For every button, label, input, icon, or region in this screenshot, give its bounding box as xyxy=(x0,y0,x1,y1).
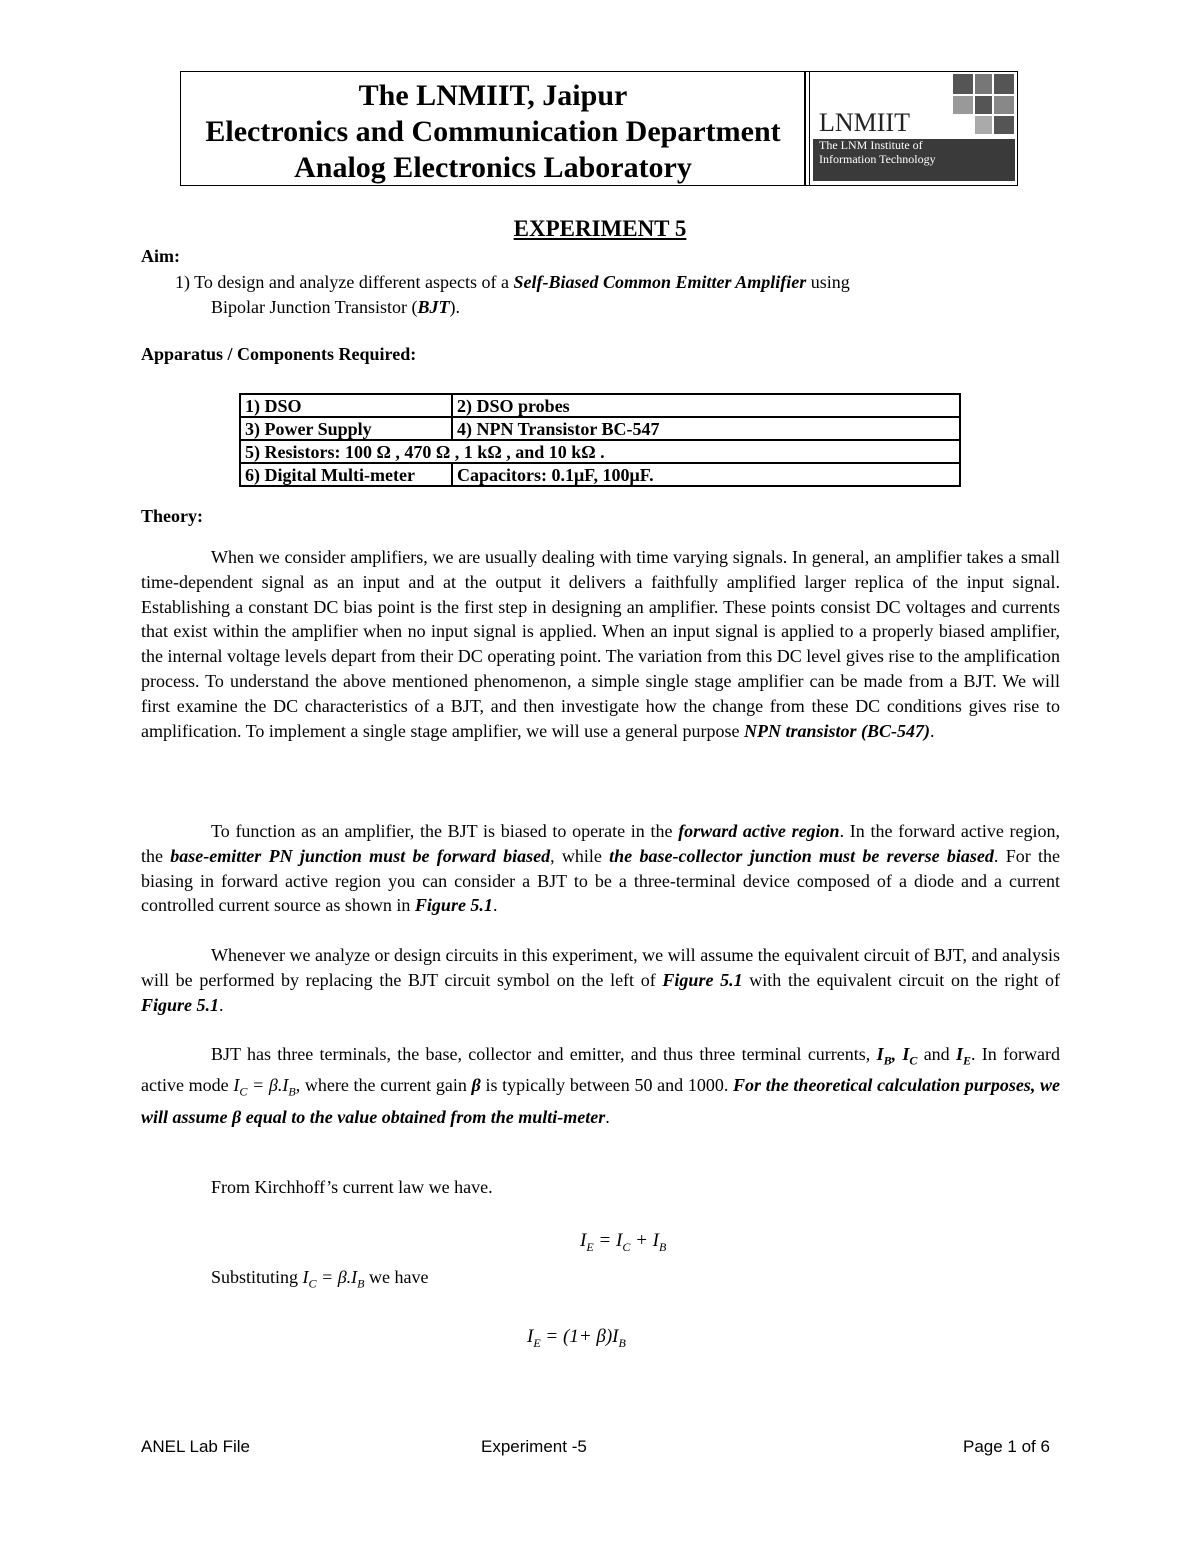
theory-paragraph-4: BJT has three terminals, the base, collector and emitter, and thus three terminal currents, $I_B$, $I_C$ and $I_E$. In forward active mode $I_C = \beta.I_B$, where the current gain β is typically between 50 and 1000. For the theoretical calculation purposes, we will assume β equal to the value obtained from the multi-meter. xyxy=(141,1044,1060,1127)
equation-inline: $I_C = \beta.I_B$ xyxy=(302,1267,365,1291)
equation-inline: $I_C = \beta.I_B$ xyxy=(233,1075,296,1099)
table-row xyxy=(240,463,960,486)
figure-reference: Figure 5.1 xyxy=(414,895,493,916)
aim-emphasis: Self-Biased Common Emitter Amplifier xyxy=(513,272,807,292)
header-divider-thin xyxy=(809,72,810,185)
theory-label: Theory: xyxy=(141,506,203,526)
logo-text: LNMIIT xyxy=(819,108,910,137)
paragraph-text: with the equivalent circuit on the right of xyxy=(742,969,1061,990)
paragraph-text: and xyxy=(923,1044,956,1064)
aim-text-2: Bipolar Junction Transistor ( xyxy=(211,297,418,317)
paragraph-end: . xyxy=(492,895,498,916)
figure-reference: Figure 5.1 xyxy=(662,969,743,990)
apparatus-table xyxy=(239,393,961,487)
aim-line-1 xyxy=(175,270,850,295)
footer-center: Experiment -5 xyxy=(481,1437,587,1456)
npn-emphasis: NPN transistor (BC-547) xyxy=(744,720,931,741)
footer-left: ANEL Lab File xyxy=(141,1437,250,1456)
logo-subtitle-1: The LNM Institute of xyxy=(819,138,923,152)
theory-paragraph-2 xyxy=(141,819,1060,918)
table-cell: 2) DSO probes xyxy=(452,394,960,417)
table-cell: 5) Resistors: 100 Ω , 470 Ω , 1 kΩ , and 10 kΩ . xyxy=(240,440,960,463)
header-divider xyxy=(804,72,806,185)
paragraph-text: Substituting xyxy=(211,1267,303,1287)
paragraph-text: , while xyxy=(550,845,610,866)
paragraph-text: . In forward active mode xyxy=(141,1044,1060,1096)
experiment-title: EXPERIMENT 5 xyxy=(513,216,687,241)
emphasis: forward active region xyxy=(678,821,840,841)
table-cell: 4) NPN Transistor BC-547 xyxy=(452,417,960,440)
equation-2: $I_E = (1+ \beta)I_B$ xyxy=(527,1326,626,1350)
table-row xyxy=(240,440,960,463)
paragraph-end: . xyxy=(930,720,935,741)
substitution-line xyxy=(211,1265,428,1296)
equation-1: $I_E = I_C + I_B$ xyxy=(580,1230,667,1254)
table-row xyxy=(240,417,960,440)
apparatus-label: Apparatus / Components Required: xyxy=(141,344,417,364)
aim-text-2-end: ). xyxy=(449,297,461,317)
paragraph-text: we have xyxy=(369,1267,429,1287)
paragraph-text: , where the current gain xyxy=(295,1075,472,1096)
table-cell: 1) DSO xyxy=(240,394,452,417)
table-row xyxy=(240,394,960,417)
emphasis: base-emitter PN junction must be forward biased xyxy=(170,845,551,866)
lnmiit-logo xyxy=(813,74,1015,182)
paragraph-text: When we consider amplifiers, we are usually dealing with time varying signals. In general, an amplifier takes a small time-dependent signal as an input and at the output it delivers a faithfully amplified larger replica of the input signal. Establishing a constant DC bias point is the first step in designing an amplifier. These points consist DC voltages and currents that exist within the amplifier when no input signal is applied. When an input signal is applied to a properly biased amplifier, the internal voltage levels depart from their DC operating point. The variation from this DC level gives rise to the amplification process. To understand the above mentioned phenomenon, a simple single stage amplifier can be made from a BJT. We will first examine the DC characteristics of a BJT, and then investigate how the change from these DC conditions gives rise to amplification. To implement a single stage amplifier, we will use a general purpose xyxy=(141,547,1060,741)
beta-symbol: β xyxy=(471,1075,481,1096)
emphasis: For the theoretical calculation purposes, we will assume β equal to the value obtained from the multi-meter xyxy=(141,1075,1060,1127)
paragraph-text: Whenever we analyze or design circuits in this experiment, we will assume the equivalent circuit of BJT, and analysis will be performed by replacing the BJT circuit symbol on the left of xyxy=(141,945,1060,990)
figure-reference: Figure 5.1 xyxy=(141,994,220,1015)
paragraph-text: To function as an amplifier, the BJT is biased to operate in the xyxy=(211,821,679,841)
paragraph-text: . For the biasing in forward active region you can consider a BJT to be a three-terminal device composed of a diode and a current controlled current source as shown in xyxy=(141,845,1060,916)
aim-text: 1) To design and analyze different aspects of a xyxy=(175,272,514,292)
table-cell: Capacitors: 0.1μF, 100μF. xyxy=(452,463,960,486)
institute-name: The LNMIIT, Jaipur xyxy=(358,79,628,112)
paragraph-text: is typically between 50 and 1000. xyxy=(480,1075,734,1096)
paragraph-text: . In the forward active region, the xyxy=(141,821,1060,866)
theory-paragraph-3 xyxy=(141,943,1060,1017)
footer-page-number: Page 1 of 6 xyxy=(963,1437,1050,1456)
aim-text-end: using xyxy=(806,272,850,292)
logo-subtitle-2: Information Technology xyxy=(819,152,936,166)
aim-line-2 xyxy=(211,295,460,320)
paragraph-end: . xyxy=(605,1106,610,1127)
kirchhoff-line: From Kirchhoff’s current law we have. xyxy=(211,1177,493,1197)
table-cell: 6) Digital Multi-meter xyxy=(240,463,452,486)
header-box xyxy=(180,71,1018,186)
paragraph-end: . xyxy=(219,994,224,1015)
theory-paragraph-1 xyxy=(141,545,1060,743)
paragraph-text: BJT has three terminals, the base, collector and emitter, and thus three terminal currents, xyxy=(211,1044,877,1064)
department-name: Electronics and Communication Department xyxy=(205,115,781,148)
bjt-emphasis: BJT xyxy=(417,297,450,317)
aim-label: Aim: xyxy=(141,246,180,266)
table-cell: 3) Power Supply xyxy=(240,417,452,440)
emphasis: the base-collector junction must be reverse biased xyxy=(609,845,994,866)
lab-name: Analog Electronics Laboratory xyxy=(294,151,692,184)
